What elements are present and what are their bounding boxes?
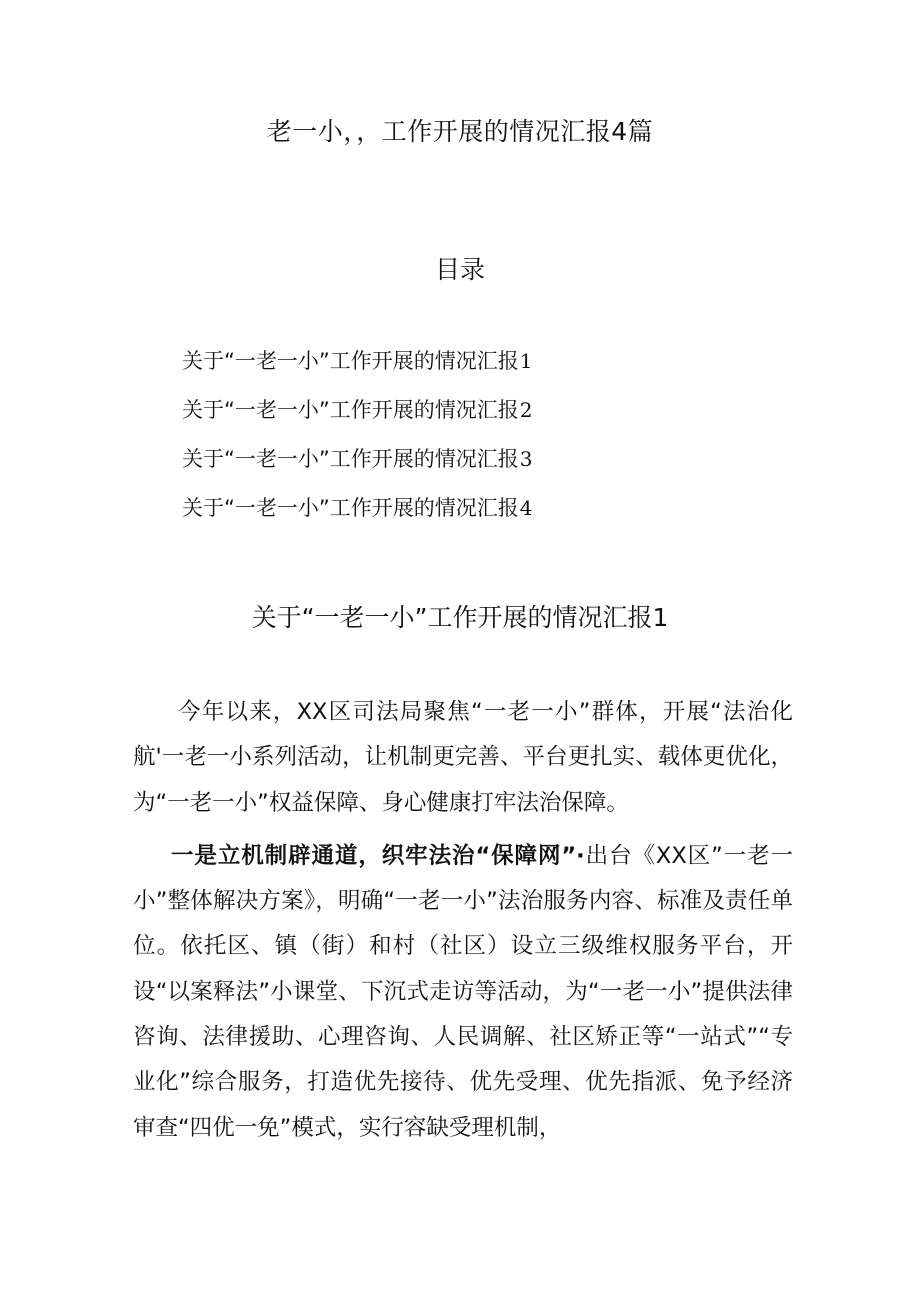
toc-item-number: 2 [519,398,533,422]
toc-item-1[interactable] [182,345,782,394]
toc-item-label: 关于“一老一小”工作开展的情况汇报 [182,496,519,520]
body-paragraph [133,834,793,1151]
body-paragraph: 今年以来，XX区司法局聚焦“一老一小”群体，开展“法治化航'一老一小系列活动，让机制更完善、平台更扎实、载体更优化，为“一老一小”权益保障、身心健康打牢法治保障。 [133,699,793,816]
section-body [133,690,793,1159]
toc-item-label: 关于“一老一小”工作开展的情况汇报 [182,398,519,422]
section-title: 关于“一老一小”工作开展的情况汇报1 [251,603,669,632]
paragraph-lead: 一是立机制辟通道，织牢法治“保障网”· [171,842,585,869]
toc-item-label: 关于“一老一小”工作开展的情况汇报 [182,349,519,373]
toc-item-4[interactable] [182,492,782,541]
toc-item-number: 3 [519,447,533,471]
document-title: 老一小，，工作开展的情况汇报4篇 [266,117,654,146]
toc-item-number: 4 [519,496,533,520]
toc-heading: 目录 [434,255,485,284]
toc-item-label: 关于“一老一小”工作开展的情况汇报 [182,447,519,471]
table-of-contents [182,345,782,541]
toc-item-3[interactable] [182,443,782,492]
toc-item-number: 1 [519,349,533,373]
paragraph-text: 出台《XX区”一老一小”整体解决方案》，明确“一老一小”法治服务内容、标准及责任单位。依托区、镇（街）和村（社区）设立三级维权服务平台，开设“以案释法”小课堂、下沉式走访等活动，为“一老一小”提供法律咨询、法律援助、心理咨询、人民调解、社区矫正等“一站式”“专业化”综合服务，打造优先接待、优先受理、优先指派、免予经济审查“四优一免”模式，实行容缺受理机制， [133,842,793,1141]
toc-item-2[interactable] [182,394,782,443]
